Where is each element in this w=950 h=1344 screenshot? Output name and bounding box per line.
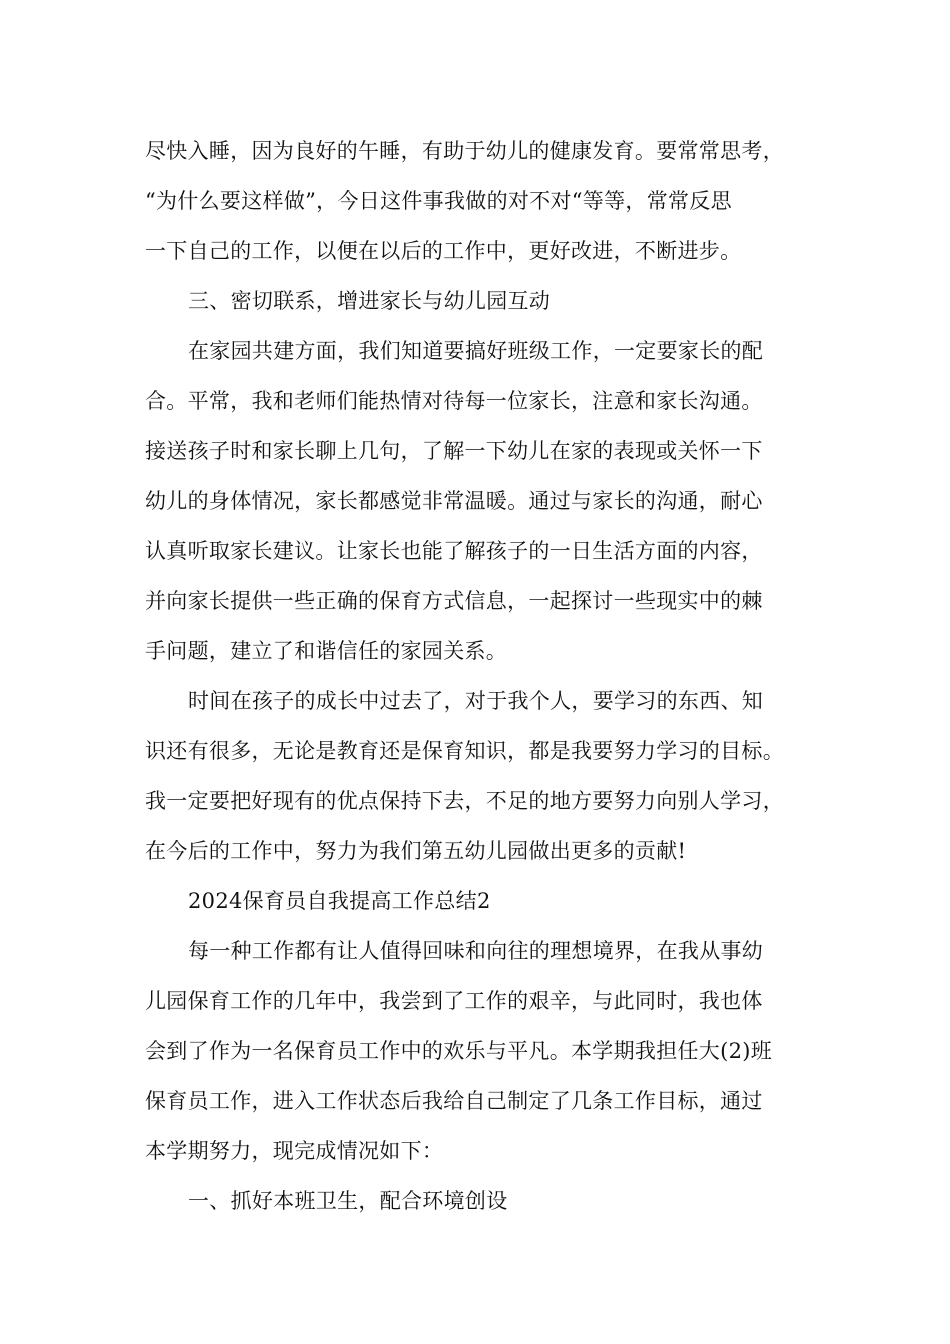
text-line: 在今后的工作中，努力为我们第五幼儿园做出更多的贡献! (145, 839, 687, 863)
text-line: 手问题，建立了和谐信任的家园关系。 (145, 639, 508, 663)
text-line: 并向家长提供一些正确的保育方式信息，一起探讨一些现实中的棘 (145, 589, 763, 613)
text-line: 接送孩子时和家长聊上几句，了解一下幼儿在家的表现或关怀一下 (145, 439, 763, 463)
text-line: 幼儿的身体情况，家长都感觉非常温暖。通过与家长的沟通，耐心 (145, 489, 763, 513)
text-line: 儿园保育工作的几年中，我尝到了工作的艰辛，与此同时，我也体 (145, 989, 763, 1013)
text-line: 尽快入睡，因为良好的午睡，有助于幼儿的健康发育。要常常思考， (145, 139, 784, 163)
text-line: 一下自己的工作，以便在以后的工作中，更好改进，不断进步。 (145, 239, 742, 263)
text-line: 时间在孩子的成长中过去了，对于我个人，要学习的东西、知 (188, 689, 764, 713)
text-line: 每一种工作都有让人值得回味和向往的理想境界，在我从事幼 (188, 939, 764, 963)
section-heading: 三、密切联系，增进家长与幼儿园互动 (188, 289, 551, 313)
text-line: 会到了作为一名保育员工作中的欢乐与平凡。本学期我担任大(2)班 (145, 1039, 773, 1063)
text-line: “为什么要这样做”，今日这件事我做的对不对“等等，常常反思 (145, 189, 732, 213)
text-line: 我一定要把好现有的优点保持下去，不足的地方要努力向别人学习， (145, 789, 784, 813)
text-line: 识还有很多，无论是教育还是保育知识，都是我要努力学习的目标。 (145, 739, 784, 763)
text-line: 认真听取家长建议。让家长也能了解孩子的一日生活方面的内容， (145, 539, 763, 563)
text-line: 保育员工作，进入工作状态后我给自己制定了几条工作目标，通过 (145, 1089, 763, 1113)
text-line: 在家园共建方面，我们知道要搞好班级工作，一定要家长的配 (188, 339, 764, 363)
section-heading: 一、抓好本班卫生，配合环境创设 (188, 1189, 508, 1213)
text-line: 合。平常，我和老师们能热情对待每一位家长，注意和家长沟通。 (145, 389, 763, 413)
text-line: 本学期努力，现完成情况如下： (145, 1139, 444, 1163)
document-title: 2024保育员自我提高工作总结2 (188, 889, 491, 913)
